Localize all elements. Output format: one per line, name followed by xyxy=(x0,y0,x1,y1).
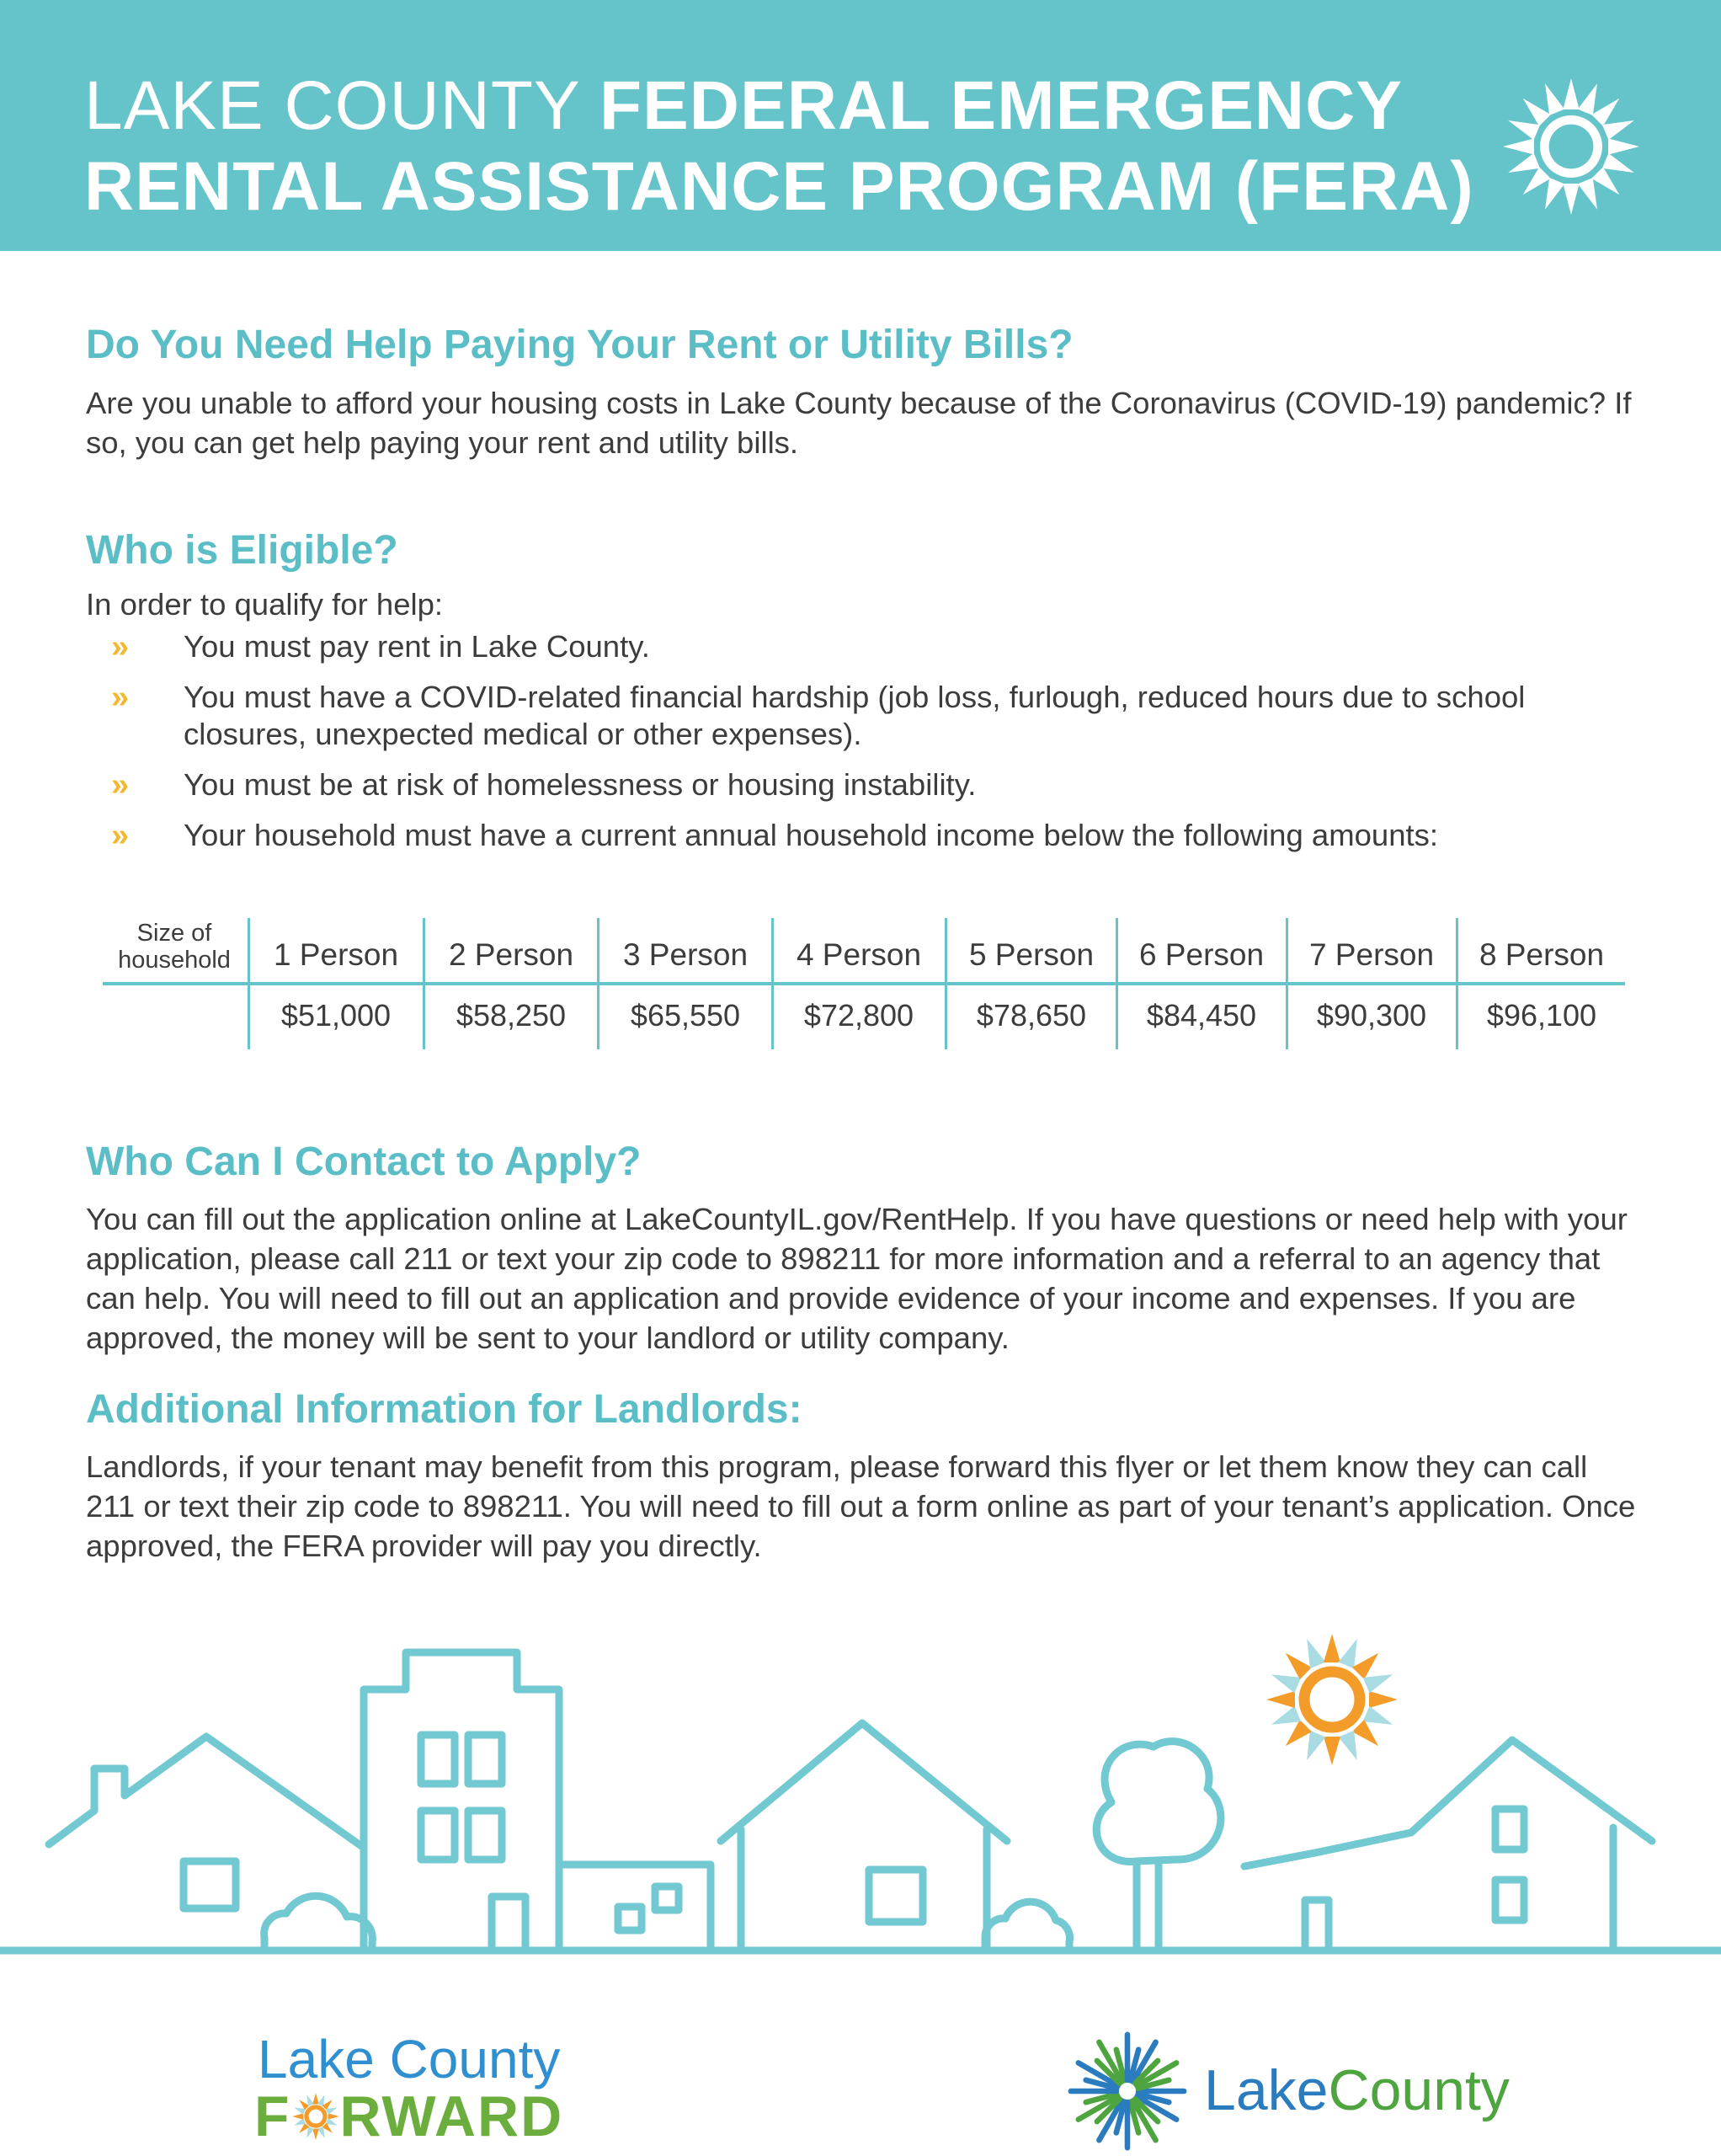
list-item xyxy=(86,766,1644,803)
logo-letters-rward: RWARD xyxy=(339,2084,564,2148)
title-light: LAKE COUNTY xyxy=(84,67,580,144)
sun-ray xyxy=(1286,1653,1312,1679)
header-banner xyxy=(0,0,1721,251)
section-heading-help: Do You Need Help Paying Your Rent or Utility Bills? xyxy=(86,323,1074,367)
sun-ray xyxy=(1591,167,1619,195)
lake-county-logo xyxy=(1066,2030,1537,2153)
sun-ray xyxy=(306,2127,314,2138)
landlords-body: Landlords, if your tenant may benefit from this program, please forward this flyer or let them know they can call 211 or text their zip code to 898211. You will need to fill out a form online as part of your tenant’s application. Once approved, the FERA provider will pay you directly. xyxy=(86,1449,1636,1563)
table-cell: $65,550 xyxy=(630,998,741,1033)
sun-ray xyxy=(312,2129,319,2140)
sun-ray xyxy=(1324,1634,1340,1662)
sun-ray xyxy=(1363,1706,1393,1725)
list-item xyxy=(86,817,1644,854)
logo-line-1: Lake County xyxy=(258,2029,561,2089)
help-body: Are you unable to afford your housing costs in Lake County because of the Coronavirus (COVID-19) pandemic? If so, you can get help paying your rent and utility bills. xyxy=(86,386,1632,460)
bullet-text: You must be at risk of homelessness or housing instability. xyxy=(184,767,977,802)
sun-ray xyxy=(1324,1737,1340,1765)
sun-ray xyxy=(325,2107,337,2115)
logo-line-2 xyxy=(254,2085,563,2148)
table-header-cell: 7 Person xyxy=(1308,937,1435,972)
logo-word-county: County xyxy=(1328,2058,1510,2122)
sun-ray xyxy=(328,2113,338,2120)
table-header-cell: 4 Person xyxy=(796,937,922,972)
sun-ray xyxy=(1578,178,1597,210)
section-heading-contact: Who Can I Contact to Apply? xyxy=(86,1139,642,1184)
eligible-intro: In order to qualify for help: xyxy=(86,587,444,622)
table-header-cell: 1 Person xyxy=(273,937,399,972)
sun-ray xyxy=(1508,153,1540,173)
chevron-icon: » xyxy=(111,680,130,715)
logo-word-lake: Lake xyxy=(1204,2058,1329,2122)
table-header-cell: 6 Person xyxy=(1138,937,1265,972)
eligibility-list xyxy=(86,628,1644,867)
sun-ray xyxy=(1591,99,1619,126)
sun-ray xyxy=(1271,1706,1301,1725)
sun-ray xyxy=(1523,167,1551,195)
sun-ray xyxy=(1503,138,1534,154)
table-divider xyxy=(103,982,1625,985)
table-cell: $78,650 xyxy=(976,998,1087,1033)
page-title xyxy=(84,66,1474,227)
lake-county-name xyxy=(1204,2058,1510,2122)
sun-ray xyxy=(1369,1691,1398,1708)
table-header-cell: 3 Person xyxy=(622,937,749,972)
table-header-cell: 5 Person xyxy=(968,937,1095,972)
table-cell: $90,300 xyxy=(1316,998,1427,1033)
chevron-icon: » xyxy=(111,818,130,853)
sun-ray xyxy=(1545,83,1564,115)
lake-county-forward-logo xyxy=(254,2030,625,2148)
list-item xyxy=(86,628,1644,665)
title-bold-2: RENTAL ASSISTANCE PROGRAM (FERA) xyxy=(84,148,1474,225)
sun-ray xyxy=(1286,1720,1312,1746)
sun-ray xyxy=(1339,1639,1357,1668)
section-heading-eligible: Who is Eligible? xyxy=(86,528,398,573)
sun-ray xyxy=(1271,1674,1301,1693)
chevron-icon: » xyxy=(111,767,130,803)
sun-o-icon xyxy=(291,2092,340,2141)
sun-ray xyxy=(1266,1691,1295,1708)
table-cell: $58,250 xyxy=(456,998,567,1033)
table-cell: $84,450 xyxy=(1146,998,1257,1033)
sun-icon xyxy=(1497,72,1645,221)
sun-ray xyxy=(1608,138,1639,154)
table-cell: $96,100 xyxy=(1486,998,1597,1033)
sun-ray xyxy=(294,2107,306,2115)
section-heading-landlords: Additional Information for Landlords: xyxy=(86,1387,802,1432)
contact-body: You can fill out the application online at LakeCountyIL.gov/RentHelp. If you have questions or need help with your application, please call 211 or text your zip code to 898211 for more information and a referral to an agency that can help. You will need to fill out an application and provide evidence of your income and expenses. If you are approved, the money will be sent to your landlord or utility company. xyxy=(86,1202,1628,1355)
sun-ray xyxy=(1352,1653,1378,1679)
chevron-icon: » xyxy=(111,629,130,664)
sun-ray xyxy=(1563,78,1579,109)
list-item xyxy=(86,679,1644,753)
sun-ray xyxy=(1602,120,1634,140)
sun-ray xyxy=(317,2095,325,2106)
title-bold-1: FEDERAL EMERGENCY xyxy=(599,67,1404,144)
sun-ray xyxy=(306,2095,314,2106)
town-skyline-illustration xyxy=(0,1604,1721,1967)
table-header-cell: 2 Person xyxy=(448,937,574,972)
table-cell: $51,000 xyxy=(280,998,392,1033)
sun-ray xyxy=(294,2118,306,2126)
sun-ray xyxy=(1545,178,1564,210)
sun-ray xyxy=(1339,1731,1357,1760)
sun-ray xyxy=(1352,1720,1378,1746)
sun-ray xyxy=(1508,120,1540,140)
table-row-label: Size of household xyxy=(118,920,231,974)
table-cell: $72,800 xyxy=(803,998,914,1033)
sun-ray xyxy=(1307,1731,1325,1760)
logo-letter-f: F xyxy=(254,2084,291,2148)
bullet-text: Your household must have a current annual household income below the following amounts: xyxy=(184,818,1439,852)
sun-ray xyxy=(325,2118,337,2126)
sun-ray xyxy=(1523,99,1551,126)
sun-ray xyxy=(1307,1639,1325,1668)
sun-ray xyxy=(1578,83,1597,115)
bullet-text: You must pay rent in Lake County. xyxy=(184,629,650,664)
starburst-icon xyxy=(1066,2030,1189,2153)
sun-ray xyxy=(312,2093,319,2104)
bullet-text: You must have a COVID-related financial hardship (job loss, furlough, reduced hours due to school closures, unexpected medical or other expenses). xyxy=(184,680,1526,751)
sun-ray xyxy=(1602,153,1634,173)
sun-ray xyxy=(1363,1674,1393,1693)
income-table xyxy=(103,918,1625,1049)
sun-ray xyxy=(317,2127,325,2138)
table-header-cell: 8 Person xyxy=(1479,937,1605,972)
sun-ray xyxy=(1563,184,1579,215)
sun-ray xyxy=(292,2113,303,2120)
